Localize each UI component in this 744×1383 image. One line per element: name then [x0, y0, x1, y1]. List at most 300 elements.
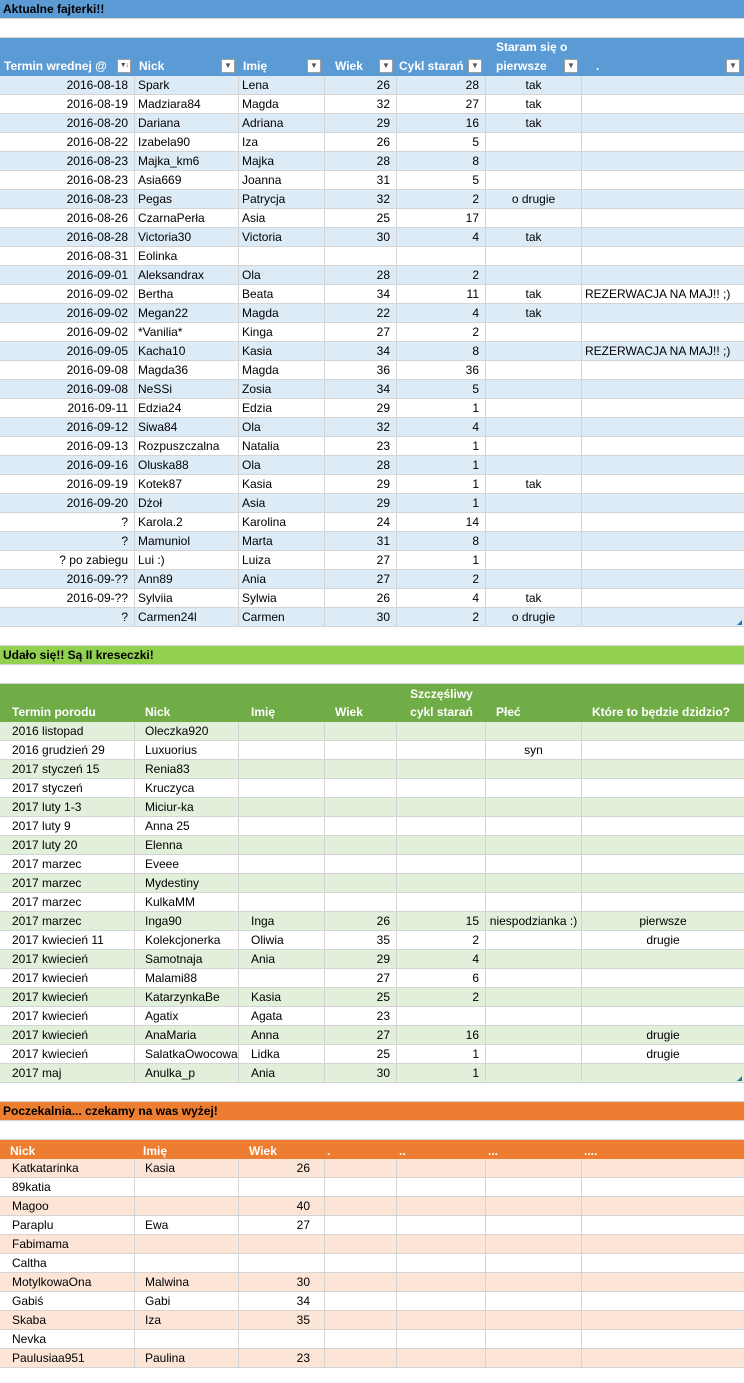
cell-imie[interactable] [239, 893, 325, 911]
empty-cell[interactable] [397, 1178, 486, 1196]
cell-imie[interactable]: Ania [239, 1064, 325, 1082]
cell-nick[interactable]: Lui :) [135, 551, 239, 569]
cell-cykl[interactable] [397, 1007, 486, 1025]
cell-wiek[interactable]: 31 [325, 171, 397, 189]
cell-wiek[interactable]: 30 [325, 228, 397, 246]
empty-cell[interactable] [582, 1330, 744, 1348]
cell-imie[interactable]: Magda [239, 304, 325, 322]
cell-termin[interactable]: 2016-09-02 [0, 304, 135, 322]
cell-wiek[interactable] [325, 741, 397, 759]
cell-imie[interactable]: Ania [239, 570, 325, 588]
empty-cell[interactable] [582, 1311, 744, 1329]
cell-ktore[interactable]: drugie [646, 1047, 680, 1061]
filter-dropdown-icon[interactable]: ▼ [468, 59, 482, 73]
cell-termin[interactable]: 2016-09-01 [0, 266, 135, 284]
cell-nick[interactable]: Renia83 [135, 760, 239, 778]
cell-ktore[interactable] [582, 874, 744, 892]
cell-imie[interactable]: Natalia [239, 437, 325, 455]
cell-note[interactable] [582, 551, 744, 569]
cell-imie[interactable] [239, 741, 325, 759]
empty-cell[interactable] [325, 1330, 397, 1348]
cell-termin[interactable]: 2016-09-12 [0, 418, 135, 436]
cell-ktore[interactable] [582, 817, 744, 835]
cell-cykl[interactable]: 2 [397, 931, 486, 949]
cell-termin-porodu[interactable]: 2017 styczeń 15 [0, 760, 135, 778]
header-termin-porodu[interactable]: Termin porodu [12, 705, 96, 719]
cell-note[interactable] [582, 399, 744, 417]
cell-cykl[interactable]: 15 [397, 912, 486, 930]
cell-plec[interactable] [486, 1064, 582, 1082]
cell-nick[interactable]: KulkaMM [135, 893, 239, 911]
cell-termin-porodu[interactable]: 2017 kwiecień [0, 1045, 135, 1063]
cell-imie[interactable] [135, 1197, 239, 1215]
cell-plec[interactable] [486, 988, 582, 1006]
cell-cykl[interactable]: 6 [397, 969, 486, 987]
cell-nick[interactable]: 89katia [0, 1178, 135, 1196]
cell-plec[interactable] [486, 1045, 582, 1063]
cell-cykl[interactable]: 2 [397, 570, 486, 588]
cell-wiek[interactable]: 25 [325, 1045, 397, 1063]
cell-wiek[interactable]: 26 [325, 589, 397, 607]
cell-nick[interactable]: AnaMaria [135, 1026, 239, 1044]
empty-cell[interactable] [582, 1235, 744, 1253]
cell-termin-porodu[interactable]: 2017 luty 1-3 [0, 798, 135, 816]
cell-staram[interactable] [486, 380, 582, 398]
cell-ktore[interactable] [582, 779, 744, 797]
cell-cykl[interactable]: 8 [397, 342, 486, 360]
cell-staram[interactable] [486, 323, 582, 341]
cell-nick[interactable]: Madziara84 [135, 95, 239, 113]
header-imie[interactable]: Imię ▼ [239, 38, 325, 76]
cell-termin-porodu[interactable]: 2017 kwiecień [0, 988, 135, 1006]
cell-wiek[interactable]: 29 [325, 494, 397, 512]
cell-imie[interactable] [239, 798, 325, 816]
cell-cykl[interactable] [397, 247, 486, 265]
empty-cell[interactable] [325, 1273, 397, 1291]
cell-note[interactable] [582, 323, 744, 341]
cell-staram[interactable] [486, 456, 582, 474]
cell-nick[interactable]: Ann89 [135, 570, 239, 588]
cell-wiek[interactable]: 34 [325, 285, 397, 303]
cell-cykl[interactable]: 2 [397, 266, 486, 284]
empty-cell[interactable] [486, 1178, 582, 1196]
cell-cykl[interactable]: 1 [397, 551, 486, 569]
cell-wiek[interactable]: 31 [325, 532, 397, 550]
cell-wiek[interactable] [325, 874, 397, 892]
cell-wiek[interactable]: 34 [325, 342, 397, 360]
empty-cell[interactable] [486, 1254, 582, 1272]
cell-staram[interactable] [486, 171, 582, 189]
cell-imie[interactable]: Oliwia [239, 931, 325, 949]
cell-ktore[interactable] [582, 722, 744, 740]
cell-staram[interactable]: tak [486, 475, 582, 493]
cell-staram[interactable] [486, 513, 582, 531]
cell-nick[interactable]: Mydestiny [135, 874, 239, 892]
cell-imie[interactable]: Sylwia [239, 589, 325, 607]
cell-imie[interactable]: Kasia [135, 1159, 239, 1177]
empty-cell[interactable] [486, 1235, 582, 1253]
cell-imie[interactable]: Kasia [239, 988, 325, 1006]
cell-nick[interactable]: Kacha10 [135, 342, 239, 360]
cell-staram[interactable]: tak [486, 285, 582, 303]
empty-cell[interactable] [486, 1273, 582, 1291]
cell-cykl[interactable]: 4 [397, 418, 486, 436]
cell-imie[interactable]: Kasia [239, 475, 325, 493]
cell-note[interactable] [582, 247, 744, 265]
cell-nick[interactable]: Magda36 [135, 361, 239, 379]
empty-cell[interactable] [325, 1292, 397, 1310]
cell-ktore[interactable] [582, 741, 744, 759]
cell-staram[interactable]: tak [486, 114, 582, 132]
cell-staram[interactable] [486, 551, 582, 569]
empty-cell[interactable] [582, 1292, 744, 1310]
cell-note[interactable] [582, 494, 744, 512]
cell-imie[interactable]: Ola [239, 456, 325, 474]
cell-nick[interactable]: Miciur-ka [135, 798, 239, 816]
cell-wiek[interactable] [325, 798, 397, 816]
cell-nick[interactable]: Gabiś [0, 1292, 135, 1310]
cell-nick[interactable]: Malami88 [135, 969, 239, 987]
cell-nick[interactable]: CzarnaPerła [135, 209, 239, 227]
cell-nick[interactable]: Majka_km6 [135, 152, 239, 170]
cell-nick[interactable]: *Vanilia* [135, 323, 239, 341]
empty-cell[interactable] [486, 1292, 582, 1310]
empty-cell[interactable] [582, 1273, 744, 1291]
cell-ktore[interactable] [582, 893, 744, 911]
cell-note[interactable] [582, 209, 744, 227]
cell-cykl[interactable]: 5 [397, 171, 486, 189]
cell-ktore[interactable] [582, 855, 744, 873]
cell-ktore[interactable] [582, 1064, 744, 1082]
cell-wiek[interactable]: 24 [325, 513, 397, 531]
cell-cykl[interactable] [397, 779, 486, 797]
cell-staram[interactable] [486, 152, 582, 170]
cell-wiek[interactable] [325, 836, 397, 854]
cell-wiek[interactable]: 34 [239, 1292, 325, 1310]
cell-termin[interactable]: 2016-09-?? [0, 589, 135, 607]
cell-note[interactable] [582, 532, 744, 550]
cell-nick[interactable]: SalatkaOwocowa [135, 1045, 239, 1063]
empty-cell[interactable] [486, 1311, 582, 1329]
cell-nick[interactable]: Oluska88 [135, 456, 239, 474]
cell-nick[interactable]: Anulka_p [135, 1064, 239, 1082]
cell-termin-porodu[interactable]: 2017 marzec [0, 912, 135, 930]
cell-cykl[interactable] [397, 722, 486, 740]
sort-filter-icon[interactable]: ▼↓ [117, 59, 131, 73]
cell-staram[interactable] [486, 247, 582, 265]
cell-imie[interactable] [239, 855, 325, 873]
cell-note[interactable] [582, 190, 744, 208]
cell-wiek[interactable]: 29 [325, 475, 397, 493]
cell-note[interactable] [582, 304, 744, 322]
cell-ktore[interactable] [582, 1007, 744, 1025]
cell-imie[interactable] [239, 760, 325, 778]
cell-wiek[interactable]: 35 [239, 1311, 325, 1329]
cell-nick[interactable]: Magoo [0, 1197, 135, 1215]
table-resize-handle[interactable] [737, 620, 742, 625]
cell-termin[interactable]: 2016-08-23 [0, 171, 135, 189]
cell-nick[interactable]: Inga90 [135, 912, 239, 930]
cell-wiek[interactable]: 26 [325, 76, 397, 94]
cell-imie[interactable]: Ania [239, 950, 325, 968]
cell-wiek[interactable]: 35 [325, 931, 397, 949]
header-dot-1[interactable]: . [327, 1144, 331, 1158]
header-cykl[interactable]: Cykl starań ▼ [397, 38, 486, 76]
cell-cykl[interactable]: 27 [397, 95, 486, 113]
cell-nick[interactable]: Agatix [135, 1007, 239, 1025]
cell-termin-porodu[interactable]: 2017 marzec [0, 855, 135, 873]
cell-nick[interactable]: Asia669 [135, 171, 239, 189]
cell-cykl[interactable]: 4 [397, 950, 486, 968]
cell-cykl[interactable]: 2 [397, 988, 486, 1006]
header-nick[interactable]: Nick [10, 1144, 36, 1158]
header-plec[interactable]: Płeć [496, 705, 521, 719]
cell-cykl[interactable]: 16 [397, 114, 486, 132]
cell-cykl[interactable]: 2 [397, 190, 486, 208]
cell-note[interactable] [582, 228, 744, 246]
cell-note[interactable] [582, 608, 744, 626]
cell-imie[interactable]: Ewa [135, 1216, 239, 1234]
cell-wiek[interactable]: 29 [325, 399, 397, 417]
cell-note[interactable] [582, 266, 744, 284]
empty-cell[interactable] [582, 1197, 744, 1215]
cell-termin[interactable]: 2016-09-02 [0, 285, 135, 303]
cell-cykl[interactable]: 17 [397, 209, 486, 227]
cell-nick[interactable]: Paulusiaa951 [0, 1349, 135, 1367]
cell-nick[interactable]: NeSSi [135, 380, 239, 398]
cell-wiek[interactable]: 22 [325, 304, 397, 322]
cell-cykl[interactable] [397, 760, 486, 778]
cell-nick[interactable]: Victoria30 [135, 228, 239, 246]
cell-wiek[interactable]: 32 [325, 418, 397, 436]
cell-staram[interactable]: o drugie [486, 190, 582, 208]
cell-cykl[interactable]: 5 [397, 133, 486, 151]
cell-wiek[interactable]: 27 [325, 551, 397, 569]
cell-termin[interactable]: 2016-08-28 [0, 228, 135, 246]
filter-dropdown-icon[interactable]: ▼ [564, 59, 578, 73]
cell-staram[interactable] [486, 532, 582, 550]
empty-cell[interactable] [486, 1159, 582, 1177]
cell-termin[interactable]: 2016-09-08 [0, 380, 135, 398]
cell-cykl[interactable]: 1 [397, 494, 486, 512]
cell-imie[interactable]: Ola [239, 266, 325, 284]
cell-nick[interactable]: Oleczka920 [135, 722, 239, 740]
cell-wiek[interactable]: 25 [325, 209, 397, 227]
cell-wiek[interactable]: 27 [325, 1026, 397, 1044]
cell-plec[interactable] [486, 931, 582, 949]
cell-nick[interactable]: Eveee [135, 855, 239, 873]
cell-nick[interactable]: Carmen24l [135, 608, 239, 626]
header-dot-4[interactable]: .... [584, 1144, 598, 1158]
cell-cykl[interactable]: 11 [397, 285, 486, 303]
cell-imie[interactable]: Paulina [135, 1349, 239, 1367]
cell-termin-porodu[interactable]: 2017 kwiecień [0, 1007, 135, 1025]
cell-wiek[interactable]: 40 [239, 1197, 325, 1215]
empty-cell[interactable] [325, 1159, 397, 1177]
cell-nick[interactable]: Mamuniol [135, 532, 239, 550]
cell-imie[interactable] [239, 247, 325, 265]
cell-imie[interactable]: Kinga [239, 323, 325, 341]
cell-cykl[interactable] [397, 874, 486, 892]
cell-wiek[interactable]: 28 [325, 266, 397, 284]
empty-cell[interactable] [397, 1273, 486, 1291]
cell-wiek[interactable] [239, 1330, 325, 1348]
cell-note[interactable] [582, 171, 744, 189]
cell-imie[interactable]: Beata [239, 285, 325, 303]
cell-wiek[interactable]: 27 [239, 1216, 325, 1234]
cell-cykl[interactable]: 5 [397, 380, 486, 398]
cell-staram[interactable] [486, 418, 582, 436]
cell-cykl[interactable]: 4 [397, 228, 486, 246]
cell-staram[interactable] [486, 266, 582, 284]
cell-ktore[interactable]: drugie [646, 1028, 680, 1042]
cell-cykl[interactable] [397, 893, 486, 911]
cell-ktore[interactable]: drugie [646, 933, 680, 947]
header-dot-3[interactable]: ... [488, 1144, 499, 1158]
cell-termin[interactable]: 2016-09-05 [0, 342, 135, 360]
cell-wiek[interactable] [325, 817, 397, 835]
cell-imie[interactable]: Asia [239, 494, 325, 512]
cell-cykl[interactable]: 4 [397, 304, 486, 322]
header-ktore-dzidzio[interactable]: Które to będzie dzidzio? [592, 705, 730, 719]
cell-termin[interactable]: ? [0, 532, 135, 550]
cell-nick[interactable]: Kruczyca [135, 779, 239, 797]
filter-dropdown-icon[interactable]: ▼ [307, 59, 321, 73]
header-imie[interactable]: Imię [251, 705, 276, 719]
header-nick[interactable]: Nick [145, 705, 171, 719]
cell-termin[interactable]: 2016-08-20 [0, 114, 135, 132]
empty-cell[interactable] [582, 1254, 744, 1272]
table-resize-handle[interactable] [737, 1076, 742, 1081]
cell-imie[interactable]: Anna [239, 1026, 325, 1044]
cell-wiek[interactable] [325, 247, 397, 265]
cell-nick[interactable]: Spark [135, 76, 239, 94]
cell-imie[interactable] [239, 874, 325, 892]
cell-nick[interactable]: Paraplu [0, 1216, 135, 1234]
cell-nick[interactable]: MotylkowaOna [0, 1273, 135, 1291]
empty-cell[interactable] [397, 1349, 486, 1367]
cell-termin-porodu[interactable]: 2017 styczeń [0, 779, 135, 797]
cell-imie[interactable]: Zosia [239, 380, 325, 398]
cell-wiek[interactable] [325, 722, 397, 740]
cell-staram[interactable]: o drugie [486, 608, 582, 626]
cell-termin-porodu[interactable]: 2017 kwiecień [0, 950, 135, 968]
cell-termin-porodu[interactable]: 2016 listopad [0, 722, 135, 740]
cell-cykl[interactable]: 1 [397, 399, 486, 417]
cell-wiek[interactable]: 32 [325, 95, 397, 113]
cell-termin[interactable]: 2016-09-20 [0, 494, 135, 512]
cell-ktore[interactable] [582, 798, 744, 816]
cell-nick[interactable]: Caltha [0, 1254, 135, 1272]
cell-termin[interactable]: 2016-08-18 [0, 76, 135, 94]
cell-imie[interactable]: Patrycja [239, 190, 325, 208]
cell-imie[interactable]: Karolina [239, 513, 325, 531]
cell-nick[interactable]: Sylviia [135, 589, 239, 607]
cell-nick[interactable]: Edzia24 [135, 399, 239, 417]
cell-nick[interactable]: Bertha [135, 285, 239, 303]
cell-plec[interactable] [486, 1007, 582, 1025]
empty-cell[interactable] [325, 1197, 397, 1215]
cell-nick[interactable]: Katkatarinka [0, 1159, 135, 1177]
cell-note[interactable] [582, 133, 744, 151]
cell-imie[interactable]: Victoria [239, 228, 325, 246]
cell-cykl[interactable] [397, 798, 486, 816]
cell-termin-porodu[interactable]: 2017 kwiecień [0, 969, 135, 987]
cell-cykl[interactable] [397, 855, 486, 873]
cell-staram[interactable] [486, 209, 582, 227]
header-imie[interactable]: Imię [143, 1144, 168, 1158]
cell-note[interactable] [582, 418, 744, 436]
cell-termin-porodu[interactable]: 2016 grudzień 29 [0, 741, 135, 759]
cell-termin[interactable]: 2016-09-19 [0, 475, 135, 493]
cell-imie[interactable]: Majka [239, 152, 325, 170]
cell-nick[interactable]: Elenna [135, 836, 239, 854]
header-wiek[interactable]: Wiek [335, 705, 363, 719]
empty-cell[interactable] [325, 1254, 397, 1272]
cell-staram[interactable] [486, 437, 582, 455]
cell-termin[interactable]: ? po zabiegu [0, 551, 135, 569]
cell-nick[interactable]: Aleksandrax [135, 266, 239, 284]
empty-cell[interactable] [397, 1330, 486, 1348]
empty-cell[interactable] [397, 1311, 486, 1329]
cell-cykl[interactable]: 2 [397, 323, 486, 341]
cell-termin-porodu[interactable]: 2017 luty 9 [0, 817, 135, 835]
empty-cell[interactable] [582, 1349, 744, 1367]
cell-wiek[interactable]: 23 [325, 1007, 397, 1025]
cell-ktore[interactable] [582, 969, 744, 987]
cell-cykl[interactable]: 1 [397, 456, 486, 474]
cell-plec[interactable] [486, 817, 582, 835]
cell-plec[interactable] [486, 969, 582, 987]
cell-nick[interactable]: Kolekcjonerka [135, 931, 239, 949]
cell-imie[interactable]: Joanna [239, 171, 325, 189]
cell-termin[interactable]: 2016-09-13 [0, 437, 135, 455]
cell-cykl[interactable] [397, 741, 486, 759]
empty-cell[interactable] [397, 1254, 486, 1272]
cell-cykl[interactable]: 1 [397, 1064, 486, 1082]
header-wiek[interactable]: Wiek [249, 1144, 277, 1158]
cell-nick[interactable]: Kotek87 [135, 475, 239, 493]
cell-plec[interactable] [486, 722, 582, 740]
cell-staram[interactable] [486, 342, 582, 360]
cell-termin[interactable]: ? [0, 608, 135, 626]
cell-wiek[interactable]: 23 [239, 1349, 325, 1367]
cell-wiek[interactable]: 32 [325, 190, 397, 208]
cell-imie[interactable]: Kasia [239, 342, 325, 360]
cell-wiek[interactable]: 27 [325, 969, 397, 987]
cell-staram[interactable] [486, 570, 582, 588]
cell-plec[interactable] [486, 760, 582, 778]
cell-note[interactable] [582, 437, 744, 455]
cell-note[interactable] [582, 95, 744, 113]
cell-cykl[interactable]: 36 [397, 361, 486, 379]
cell-wiek[interactable] [239, 1254, 325, 1272]
cell-cykl[interactable]: 14 [397, 513, 486, 531]
empty-cell[interactable] [582, 1178, 744, 1196]
cell-imie[interactable]: Lidka [239, 1045, 325, 1063]
cell-plec[interactable]: syn [486, 741, 582, 759]
cell-staram[interactable]: tak [486, 589, 582, 607]
cell-ktore[interactable] [582, 760, 744, 778]
cell-plec[interactable] [486, 779, 582, 797]
cell-nick[interactable]: Skaba [0, 1311, 135, 1329]
cell-note[interactable] [582, 361, 744, 379]
cell-staram[interactable] [486, 361, 582, 379]
cell-note[interactable] [582, 380, 744, 398]
cell-note[interactable] [582, 513, 744, 531]
cell-note[interactable] [582, 570, 744, 588]
cell-imie[interactable] [239, 836, 325, 854]
